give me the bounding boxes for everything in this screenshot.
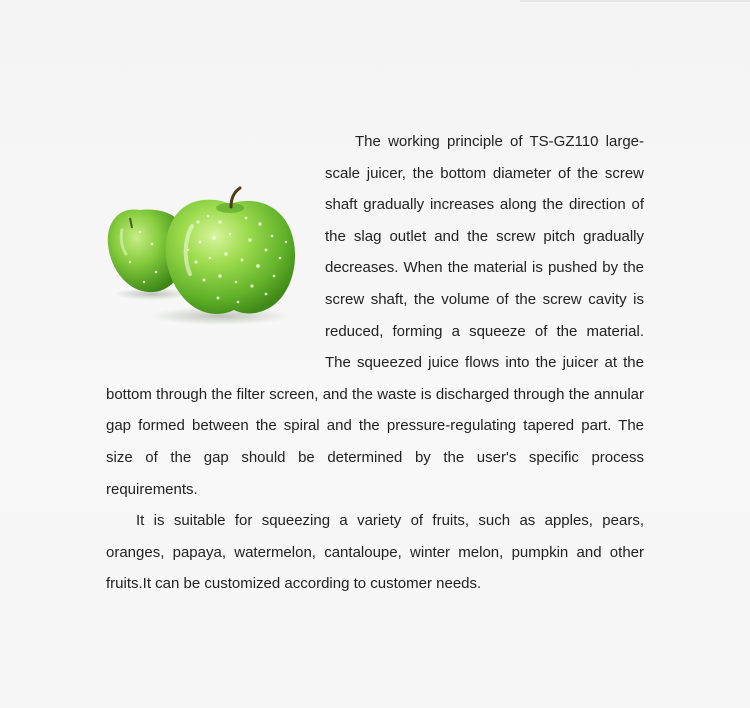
paragraph-suitable-fruits: It is suitable for squeezing a variety of fruits, such as apples, pears, oranges, papaya, watermelon, cantaloupe, winter melon, pumpkin and other fruits.It can be customized according to customer needs.	[106, 512, 644, 593]
paragraph-working-principle: The working principle of TS-GZ110 large-scale juicer, the bottom diameter of the screw shaft gradually increases along the direction of the slag outlet and the screw pitch gradually decreases. When the material is pushed by the screw shaft, the volume of the screw cavity is reduced, forming a squeeze of the material. The squeezed juice flows into the juicer at the bottom through the filter screen, and the waste is discharged through the annular gap formed between the spiral and the pressure-regulating tapered part. The size of the gap should be determined by the user's specific process requirements.	[106, 133, 644, 498]
article-text	[106, 126, 644, 600]
image-float-spacer	[106, 126, 311, 348]
top-divider	[520, 0, 750, 2]
